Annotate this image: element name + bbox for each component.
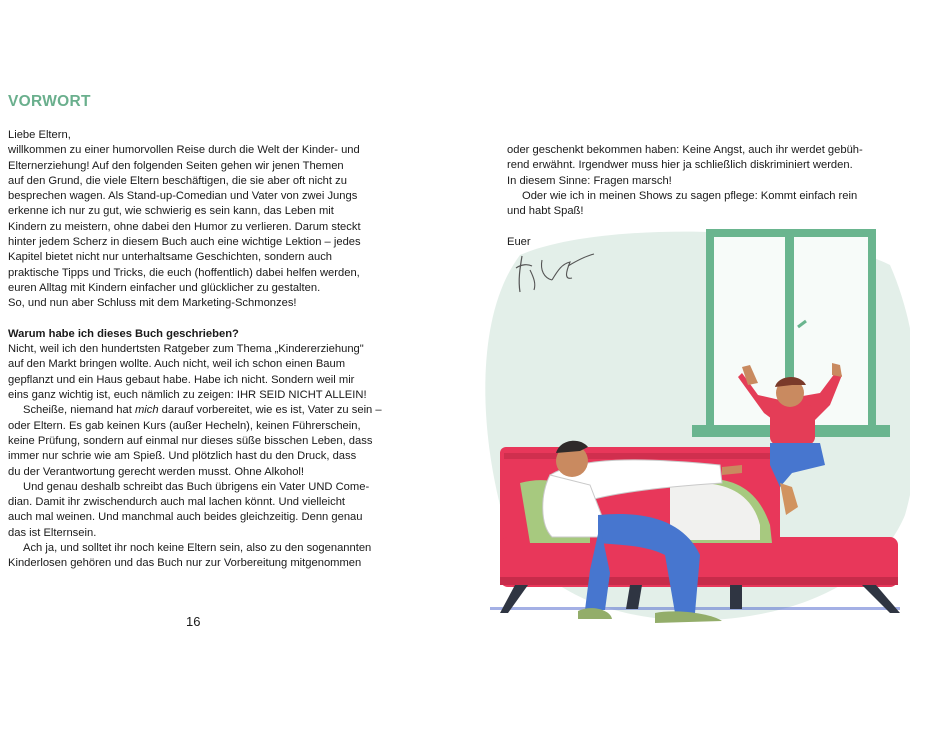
paragraph-line: gepflanzt und ein Haus gebaut habe. Habe ich nicht. Sondern weil mir xyxy=(8,373,355,386)
chapter-heading: VORWORT xyxy=(8,93,91,110)
intro-line: Kapitel bietet nicht nur unterhaltsame Geschichten, sondern auch xyxy=(8,251,333,264)
page-number: 16 xyxy=(186,614,201,629)
paragraph-line: Oder wie ich in meinen Shows zu sagen pflege: Kommt einfach rein xyxy=(522,189,858,202)
paragraph-line: oder geschenkt bekommen haben: Keine Angst, auch ihr werdet gebüh- xyxy=(507,144,863,156)
paragraph-line: das ist Elternsein. xyxy=(8,526,97,539)
intro-line: praktische Tipps und Tricks, die euch (hoffentlich) dabei helfen werden, xyxy=(8,266,360,279)
intro-line: Elternerziehung! Auf den folgenden Seiten gehen wir jenen Themen xyxy=(8,159,344,172)
intro-line: besprechen wagen. Als Stand-up-Comedian und Vater von zwei Jungs xyxy=(8,190,358,203)
paragraph-line: Nicht, weil ich den hundertsten Ratgeber zum Thema „Kindererziehung" xyxy=(8,343,364,356)
intro-line: Kindern zu meistern, ohne dabei den Humor zu verlieren. Darum steckt xyxy=(8,220,361,233)
closing: Euer xyxy=(507,235,531,248)
paragraph-line: dian. Damit ihr zwischendurch auch mal lachen könnt. Und vielleicht xyxy=(8,496,346,509)
intro-line: hinter jedem Scherz in diesem Buch auch eine wichtige Lektion – jedes xyxy=(8,236,361,249)
paragraph-line: Und genau deshalb schreibt das Buch übrigens ein Vater UND Come- xyxy=(23,480,370,493)
paragraph-line: eins ganz wichtig ist, euch nämlich zu zeigen: IHR SEID NICHT ALLEIN! xyxy=(8,389,367,402)
paragraph-line: rend erwähnt. Irgendwer muss hier ja schließlich diskriminiert werden. xyxy=(507,159,853,172)
paragraph-line: du der Verantwortung gerecht werden musst. Ohne Alkohol! xyxy=(8,465,305,478)
emphasis: mich xyxy=(134,404,159,417)
intro-line: So, und nun aber Schluss mit dem Marketing-Schmonzes! xyxy=(8,297,297,310)
paragraph-line: Scheiße, niemand hat mich darauf vorbereitet, wie es ist, Vater zu sein – xyxy=(23,404,382,417)
intro-line: erkenne ich nur zu gut, wie schwierig es sein kann, das Leben mit xyxy=(8,205,334,218)
paragraph-line: keine Prüfung, sondern auf einmal nur dieses süße bisschen Leben, dass xyxy=(8,434,373,447)
intro-line: willkommen zu einer humorvollen Reise durch die Welt der Kinder- und xyxy=(8,144,360,157)
section-subheading: Warum habe ich dieses Buch geschrieben? xyxy=(8,327,239,340)
intro-line: auf den Grund, die viele Eltern beschäftigen, die sie aber oft nicht zu xyxy=(8,174,347,187)
paragraph-line: auch mal weinen. Und manchmal auch beides gleichzeitig. Denn genau xyxy=(8,511,363,524)
intro-line: euren Alltag mit Kindern einfacher und glücklicher zu gestalten. xyxy=(8,281,321,294)
paragraph-line: Ach ja, und solltet ihr noch keine Eltern sein, also zu den sogenannten xyxy=(23,542,372,555)
paragraph-line: auf den Markt bringen wollte. Auch nicht, weil ich schon einen Baum xyxy=(8,358,346,371)
paragraph-line: immer nur schrie wie am Spieß. Und plötzlich hast du den Druck, dass xyxy=(8,450,357,463)
signature-image xyxy=(512,250,597,300)
salutation: Liebe Eltern, xyxy=(8,129,71,141)
left-body-text xyxy=(8,128,382,572)
paragraph-line: In diesem Sinne: Fragen marsch! xyxy=(507,174,672,187)
paragraph-line: und habt Spaß! xyxy=(507,205,584,218)
paragraph-line: Kinderlosen gehören und das Buch nur zur Vorbereitung mitgenommen xyxy=(8,557,362,570)
paragraph-line: oder Eltern. Es gab keinen Kurs (außer Hecheln), keinen Führerschein, xyxy=(8,419,361,432)
left-page xyxy=(0,0,464,743)
